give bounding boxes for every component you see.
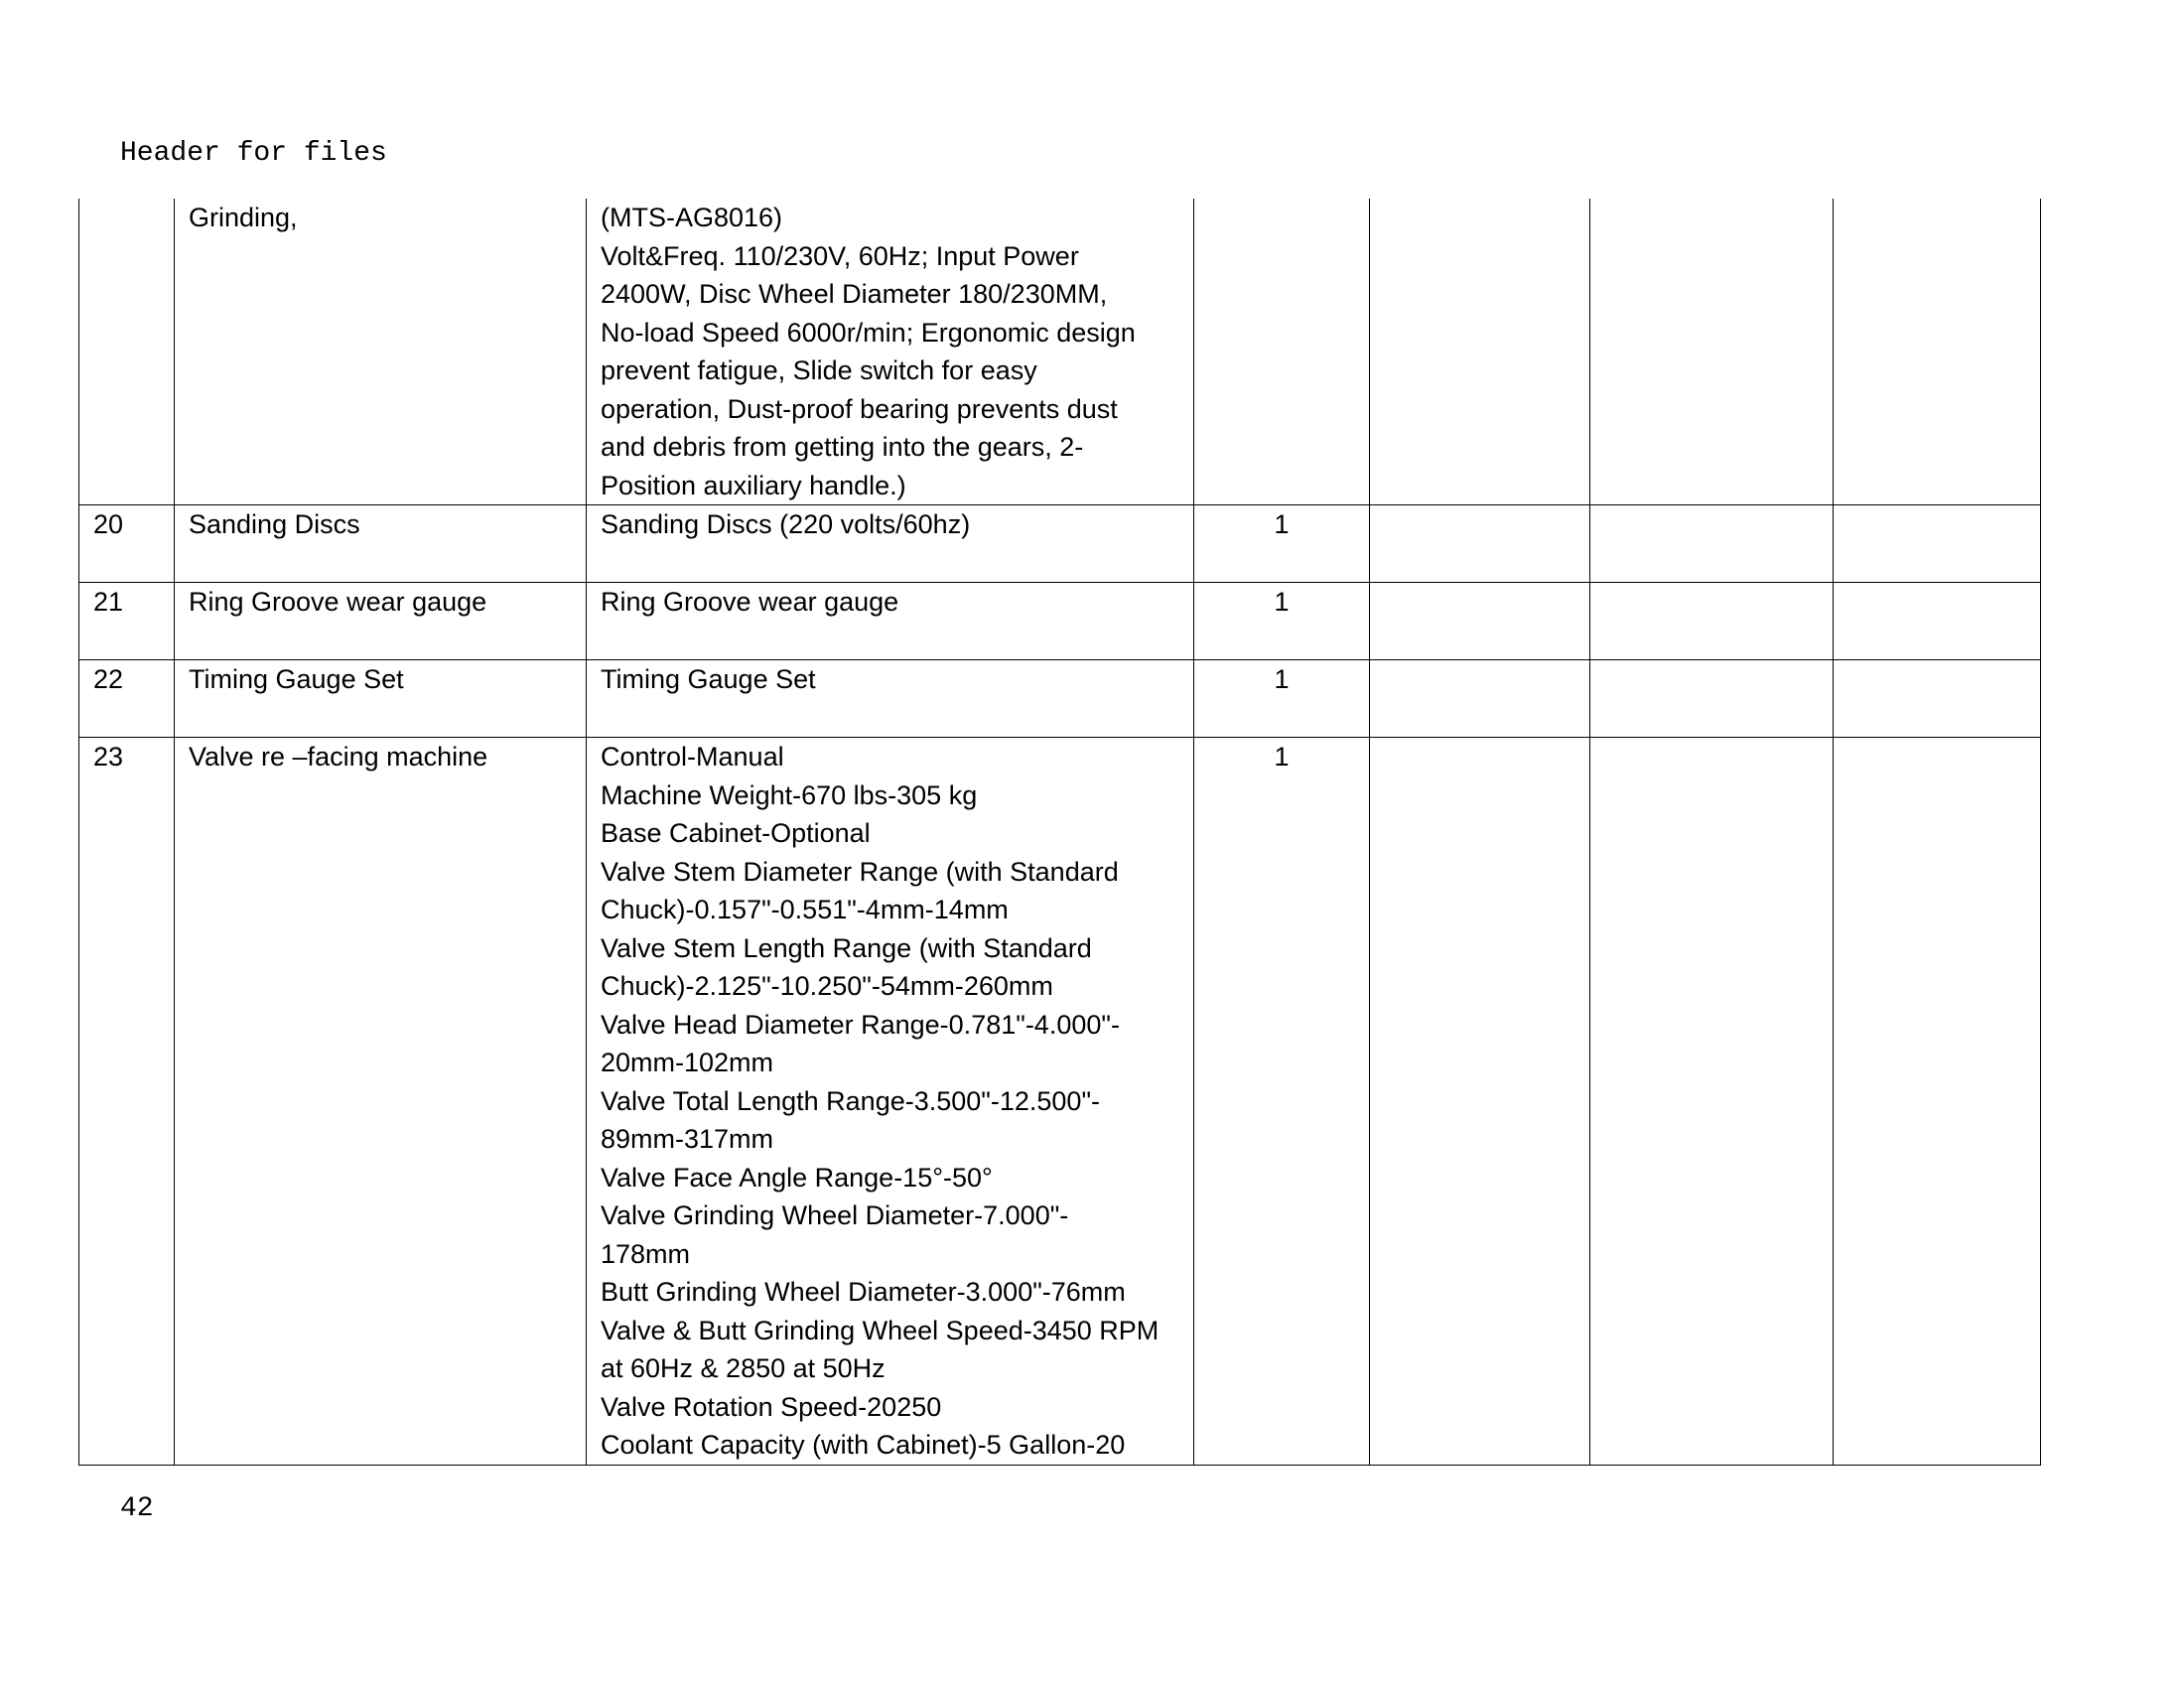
spec-line: Valve Rotation Speed-20250 bbox=[601, 1391, 942, 1422]
spec-line: (MTS-AG8016) bbox=[601, 203, 783, 232]
quantity-cell: 1 bbox=[1194, 738, 1370, 1466]
empty-cell bbox=[1590, 660, 1834, 738]
spec-line: Volt&Freq. 110/230V, 60Hz; Input Power bbox=[601, 240, 1079, 271]
empty-cell bbox=[1834, 660, 2041, 738]
spec-line: and debris from getting into the gears, 2- bbox=[601, 432, 1084, 462]
item-name-cell: Valve re –facing machine bbox=[175, 738, 587, 1466]
table-row bbox=[79, 583, 2041, 660]
specification-cell bbox=[587, 199, 1194, 505]
spec-line: 89mm-317mm bbox=[601, 1124, 774, 1154]
row-number-cell: 22 bbox=[79, 660, 175, 738]
specification-cell bbox=[587, 583, 1194, 660]
spec-line: Valve Head Diameter Range-0.781"-4.000"- bbox=[601, 1009, 1120, 1040]
spec-line: Coolant Capacity (with Cabinet)-5 Gallon-20 bbox=[601, 1430, 1126, 1460]
quantity-cell: 1 bbox=[1194, 505, 1370, 583]
spec-line: Chuck)-2.125"-10.250"-54mm-260mm bbox=[601, 971, 1053, 1001]
empty-cell bbox=[1370, 505, 1590, 583]
quantity-cell: 1 bbox=[1194, 660, 1370, 738]
item-name-cell: Ring Groove wear gauge bbox=[175, 583, 587, 660]
quantity-cell bbox=[1194, 199, 1370, 505]
spec-line: Machine Weight-670 lbs-305 kg bbox=[601, 779, 978, 810]
equipment-spec-table bbox=[78, 199, 2041, 1466]
quantity-cell: 1 bbox=[1194, 583, 1370, 660]
row-number-cell bbox=[79, 199, 175, 505]
spec-line: Valve & Butt Grinding Wheel Speed-3450 RPM bbox=[601, 1315, 1160, 1345]
spec-line: 20mm-102mm bbox=[601, 1048, 774, 1077]
empty-cell bbox=[1834, 199, 2041, 505]
page-number: 42 bbox=[120, 1493, 154, 1524]
spec-line: Valve Stem Diameter Range (with Standard bbox=[601, 856, 1119, 887]
spec-line: Timing Gauge Set bbox=[601, 664, 816, 694]
spec-line: Chuck)-0.157"-0.551"-4mm-14mm bbox=[601, 895, 1009, 924]
empty-cell bbox=[1370, 583, 1590, 660]
empty-cell bbox=[1834, 505, 2041, 583]
spec-line: Control-Manual bbox=[601, 742, 784, 772]
empty-cell bbox=[1370, 199, 1590, 505]
empty-cell bbox=[1590, 505, 1834, 583]
table-row bbox=[79, 199, 2041, 505]
spec-line: Base Cabinet-Optional bbox=[601, 818, 871, 848]
empty-cell bbox=[1834, 583, 2041, 660]
item-name-cell: Grinding, bbox=[175, 199, 587, 505]
empty-cell bbox=[1834, 738, 2041, 1466]
table-row bbox=[79, 505, 2041, 583]
page-header: Header for files bbox=[120, 138, 387, 169]
spec-line: 178mm bbox=[601, 1238, 691, 1269]
spec-line: Valve Total Length Range-3.500"-12.500"- bbox=[601, 1085, 1101, 1116]
spec-line: 2400W, Disc Wheel Diameter 180/230MM, bbox=[601, 279, 1108, 309]
spec-line: Valve Face Angle Range-15°-50° bbox=[601, 1162, 993, 1193]
item-name-cell: Sanding Discs bbox=[175, 505, 587, 583]
spec-line: Sanding Discs (220 volts/60hz) bbox=[601, 509, 971, 539]
item-name-cell: Timing Gauge Set bbox=[175, 660, 587, 738]
specification-cell bbox=[587, 738, 1194, 1466]
empty-cell bbox=[1590, 583, 1834, 660]
table-row bbox=[79, 660, 2041, 738]
spec-line: Position auxiliary handle.) bbox=[601, 470, 906, 500]
specification-cell bbox=[587, 660, 1194, 738]
spec-line: Valve Stem Length Range (with Standard bbox=[601, 932, 1092, 963]
spec-line: Ring Groove wear gauge bbox=[601, 587, 899, 617]
empty-cell bbox=[1590, 199, 1834, 505]
spec-line: No-load Speed 6000r/min; Ergonomic design bbox=[601, 317, 1136, 348]
empty-cell bbox=[1370, 660, 1590, 738]
spec-line: Valve Grinding Wheel Diameter-7.000"- bbox=[601, 1200, 1069, 1230]
spec-line: Butt Grinding Wheel Diameter-3.000"-76mm bbox=[601, 1277, 1126, 1307]
table-row bbox=[79, 738, 2041, 1466]
empty-cell bbox=[1370, 738, 1590, 1466]
specification-cell bbox=[587, 505, 1194, 583]
spec-line: at 60Hz & 2850 at 50Hz bbox=[601, 1353, 886, 1383]
empty-cell bbox=[1590, 738, 1834, 1466]
row-number-cell: 21 bbox=[79, 583, 175, 660]
row-number-cell: 20 bbox=[79, 505, 175, 583]
spec-line: prevent fatigue, Slide switch for easy bbox=[601, 355, 1037, 385]
spec-line: operation, Dust-proof bearing prevents dust bbox=[601, 393, 1118, 424]
row-number-cell: 23 bbox=[79, 738, 175, 1466]
